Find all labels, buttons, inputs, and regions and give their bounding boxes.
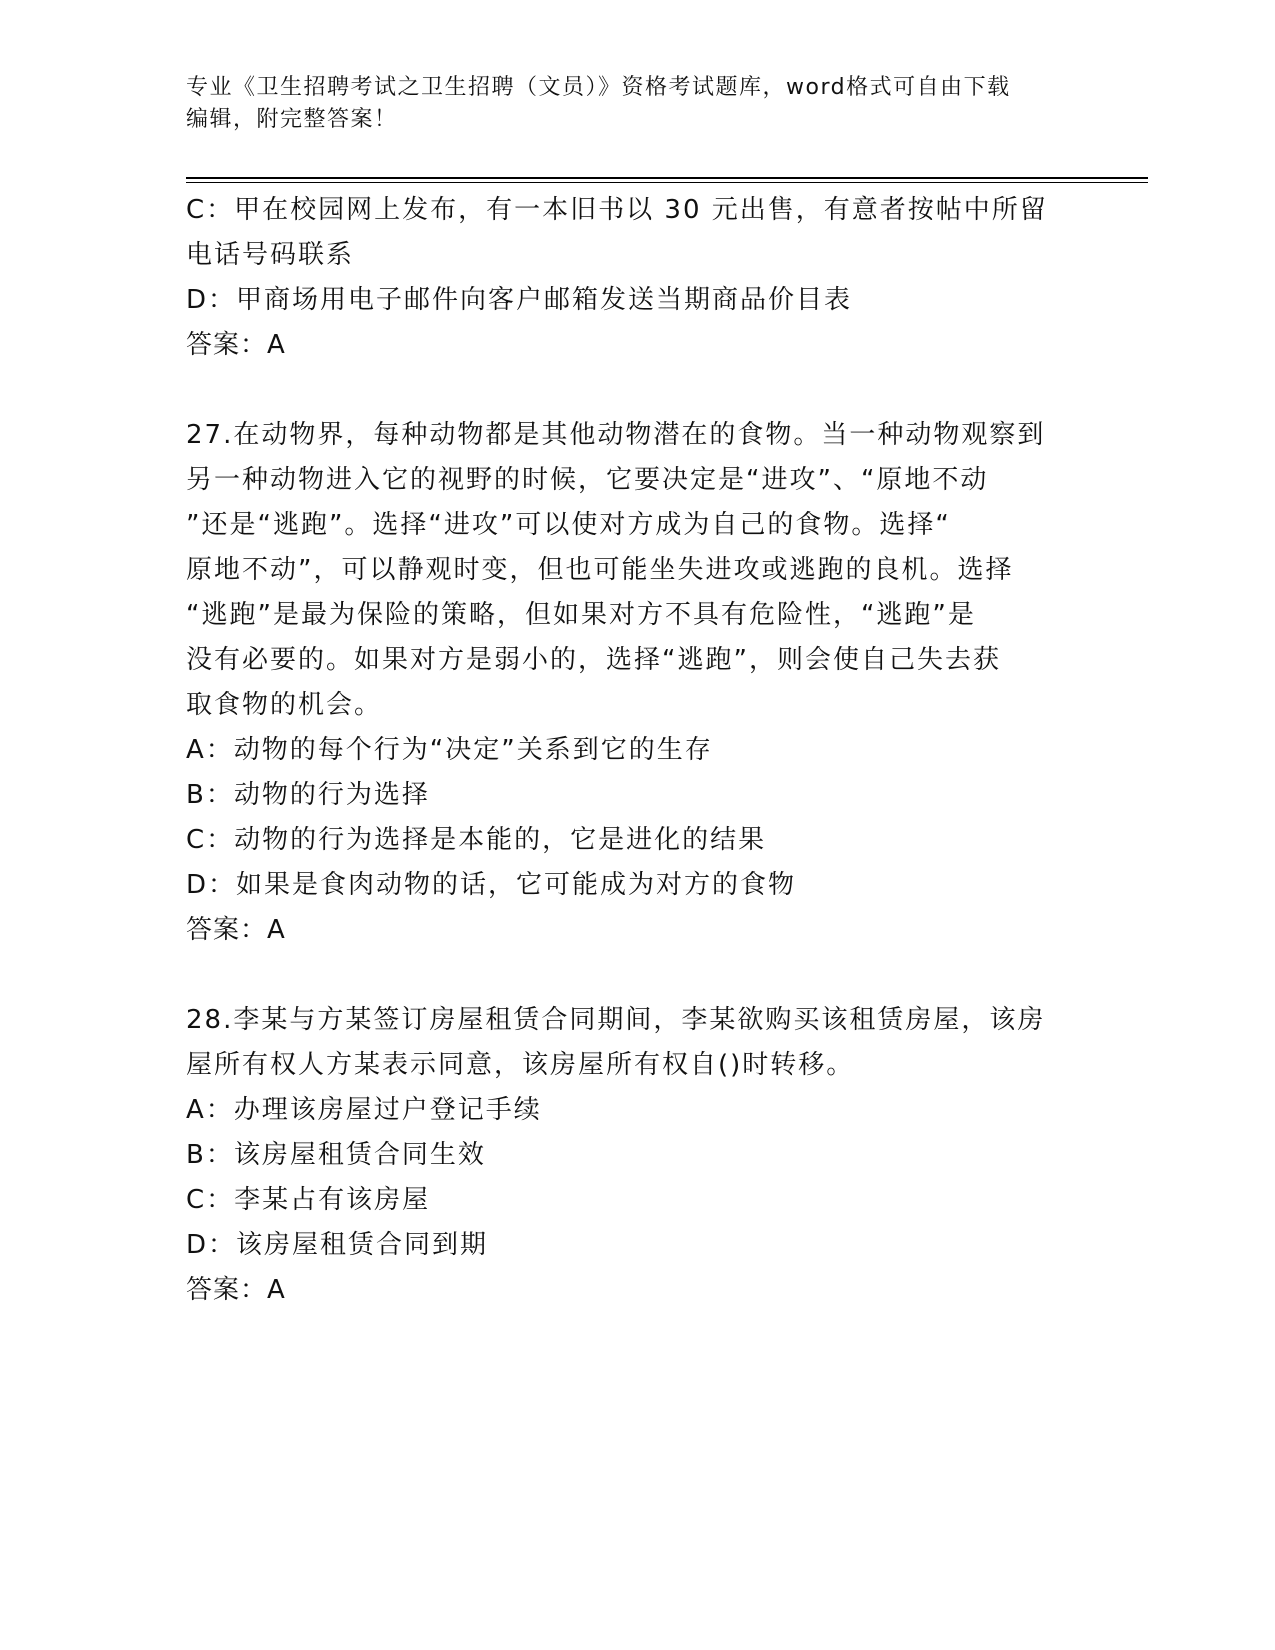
question-text-line: 屋所有权人方某表示同意，该房屋所有权自()时转移。 (186, 1050, 855, 1080)
question-text-line: 没有必要的。如果对方是弱小的，选择“逃跑”，则会使自己失去获 (186, 645, 1001, 675)
option-a: A：办理该房屋过户登记手续 (186, 1095, 542, 1125)
question-text-line: 原地不动”，可以静观时变，但也可能坐失进攻或逃跑的良机。选择 (186, 555, 1014, 585)
document-header (186, 72, 1086, 136)
answer: 答案：A (186, 1275, 286, 1305)
option-d: D：如果是食肉动物的话，它可能成为对方的食物 (186, 870, 797, 900)
option-b: B：动物的行为选择 (186, 780, 430, 810)
option-a: A：动物的每个行为“决定”关系到它的生存 (186, 735, 713, 765)
option-c: C：甲在校园网上发布，有一本旧书以 30 元出售，有意者按帖中所留 (186, 195, 1048, 225)
option-d: D：甲商场用电子邮件向客户邮箱发送当期商品价目表 (186, 285, 853, 315)
question-28 (186, 998, 1066, 1313)
prev-question (186, 188, 1066, 368)
header-line-2: 编辑，附完整答案！ (186, 107, 398, 132)
answer: 答案：A (186, 915, 286, 945)
question-text-line: 27.在动物界，每种动物都是其他动物潜在的食物。当一种动物观察到 (186, 420, 1046, 450)
option-b: B：该房屋租赁合同生效 (186, 1140, 486, 1170)
question-text-line: ”还是“逃跑”。选择“进攻”可以使对方成为自己的食物。选择“ (186, 510, 951, 540)
question-text-line: 取食物的机会。 (186, 690, 383, 720)
question-text-line: 28.李某与方某签订房屋租赁合同期间，李某欲购买该租赁房屋，该房 (186, 1005, 1046, 1035)
question-content (186, 188, 1066, 1313)
question-text-line: “逃跑”是最为保险的策略，但如果对方不具有危险性，“逃跑”是 (186, 600, 976, 630)
option-d: D：该房屋租赁合同到期 (186, 1230, 489, 1260)
spacer (186, 368, 1066, 413)
option-c: C：动物的行为选择是本能的，它是进化的结果 (186, 825, 767, 855)
header-rule-thick (186, 177, 1148, 179)
question-27 (186, 413, 1066, 953)
header-line-1: 专业《卫生招聘考试之卫生招聘（文员）》资格考试题库，word格式可自由下载 (186, 75, 1011, 100)
spacer (186, 953, 1066, 998)
question-text-line: 另一种动物进入它的视野的时候，它要决定是“进攻”、“原地不动 (186, 465, 989, 495)
option-c-continued: 电话号码联系 (186, 240, 355, 270)
answer: 答案：A (186, 330, 286, 360)
header-rule-thin (186, 182, 1148, 183)
option-c: C：李某占有该房屋 (186, 1185, 431, 1215)
